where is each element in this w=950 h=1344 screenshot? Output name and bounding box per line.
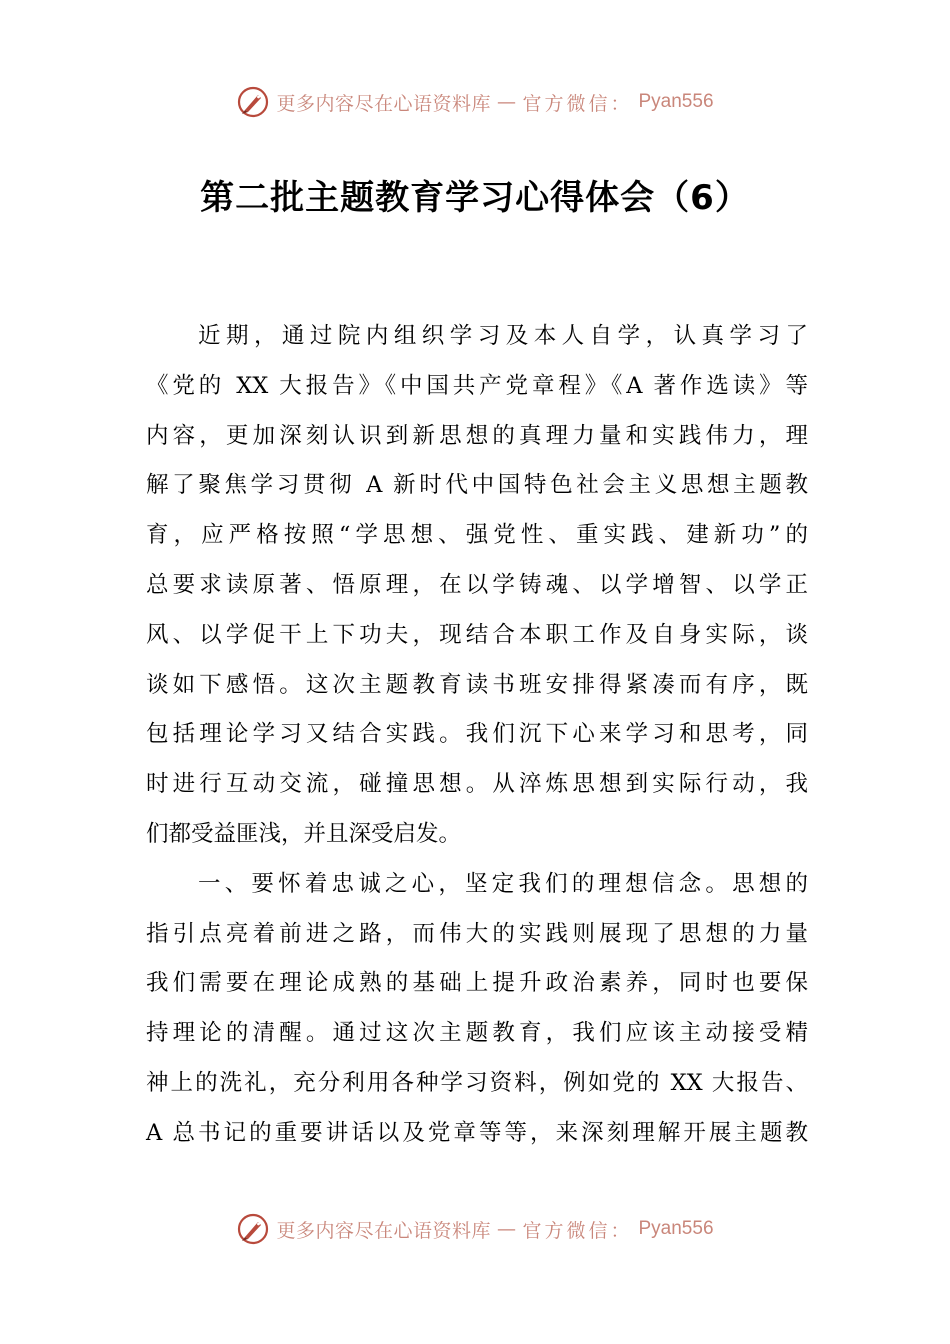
- text-line: 持理论的清醒。通过这次主题教育，我们应该主动接受精: [146, 1020, 808, 1047]
- footer-watermark: [0, 1209, 950, 1249]
- watermark-wechat-id: Pyan556: [638, 1218, 714, 1239]
- pen-nib-circle-icon: [236, 1212, 270, 1246]
- watermark-brand: 更多内容尽在心语资料库: [276, 1219, 491, 1242]
- watermark-wechat-label: 官方微信：: [522, 92, 633, 115]
- header-watermark: [0, 82, 950, 122]
- pen-nib-circle-icon: [236, 85, 270, 119]
- watermark-separator: —: [496, 91, 517, 113]
- text-line: 我们需要在理论成熟的基础上提升政治素养，同时也要保: [146, 970, 808, 997]
- text-line: 们都受益匪浅，并且深受启发。: [146, 820, 462, 847]
- text-line: 解了聚焦学习贯彻 A 新时代中国特色社会主义思想主题教: [146, 472, 808, 499]
- text-line: 风、以学促干上下功夫，现结合本职工作及自身实际，谈: [146, 621, 808, 648]
- watermark-brand: 更多内容尽在心语资料库: [276, 92, 491, 115]
- text-line: A 总书记的重要讲话以及党章等等，来深刻理解开展主题教: [146, 1119, 808, 1146]
- text-line: 一、要怀着忠诚之心，坚定我们的理想信念。思想的: [198, 870, 808, 897]
- text-line: 包括理论学习又结合实践。我们沉下心来学习和思考，同: [146, 721, 808, 748]
- watermark-separator: —: [496, 1218, 517, 1240]
- document-title: 第二批主题教育学习心得体会（6）: [200, 178, 750, 218]
- text-line: 总要求读原著、悟原理，在以学铸魂、以学增智、以学正: [146, 571, 808, 598]
- text-line: 神上的洗礼，充分利用各种学习资料，例如党的 XX 大报告、: [146, 1069, 808, 1096]
- text-line: 时进行互动交流，碰撞思想。从淬炼思想到实际行动，我: [146, 771, 808, 798]
- text-line: 谈如下感悟。这次主题教育读书班安排得紧凑而有序，既: [146, 671, 808, 698]
- text-line: 近期，通过院内组织学习及本人自学，认真学习了: [198, 323, 808, 349]
- text-line: 育，应严格按照“学思想、强党性、重实践、建新功”的: [146, 522, 808, 549]
- watermark-wechat-label: 官方微信：: [522, 1219, 633, 1242]
- watermark-wechat-id: Pyan556: [638, 91, 714, 112]
- text-line: 指引点亮着前进之路，而伟大的实践则展现了思想的力量: [146, 920, 808, 947]
- text-line: 内容，更加深刻认识到新思想的真理力量和实践伟力，理: [146, 422, 808, 449]
- document-body: [146, 312, 808, 1159]
- text-line: 《党的 XX 大报告》《中国共产党章程》《A 著作选读》等: [146, 372, 808, 399]
